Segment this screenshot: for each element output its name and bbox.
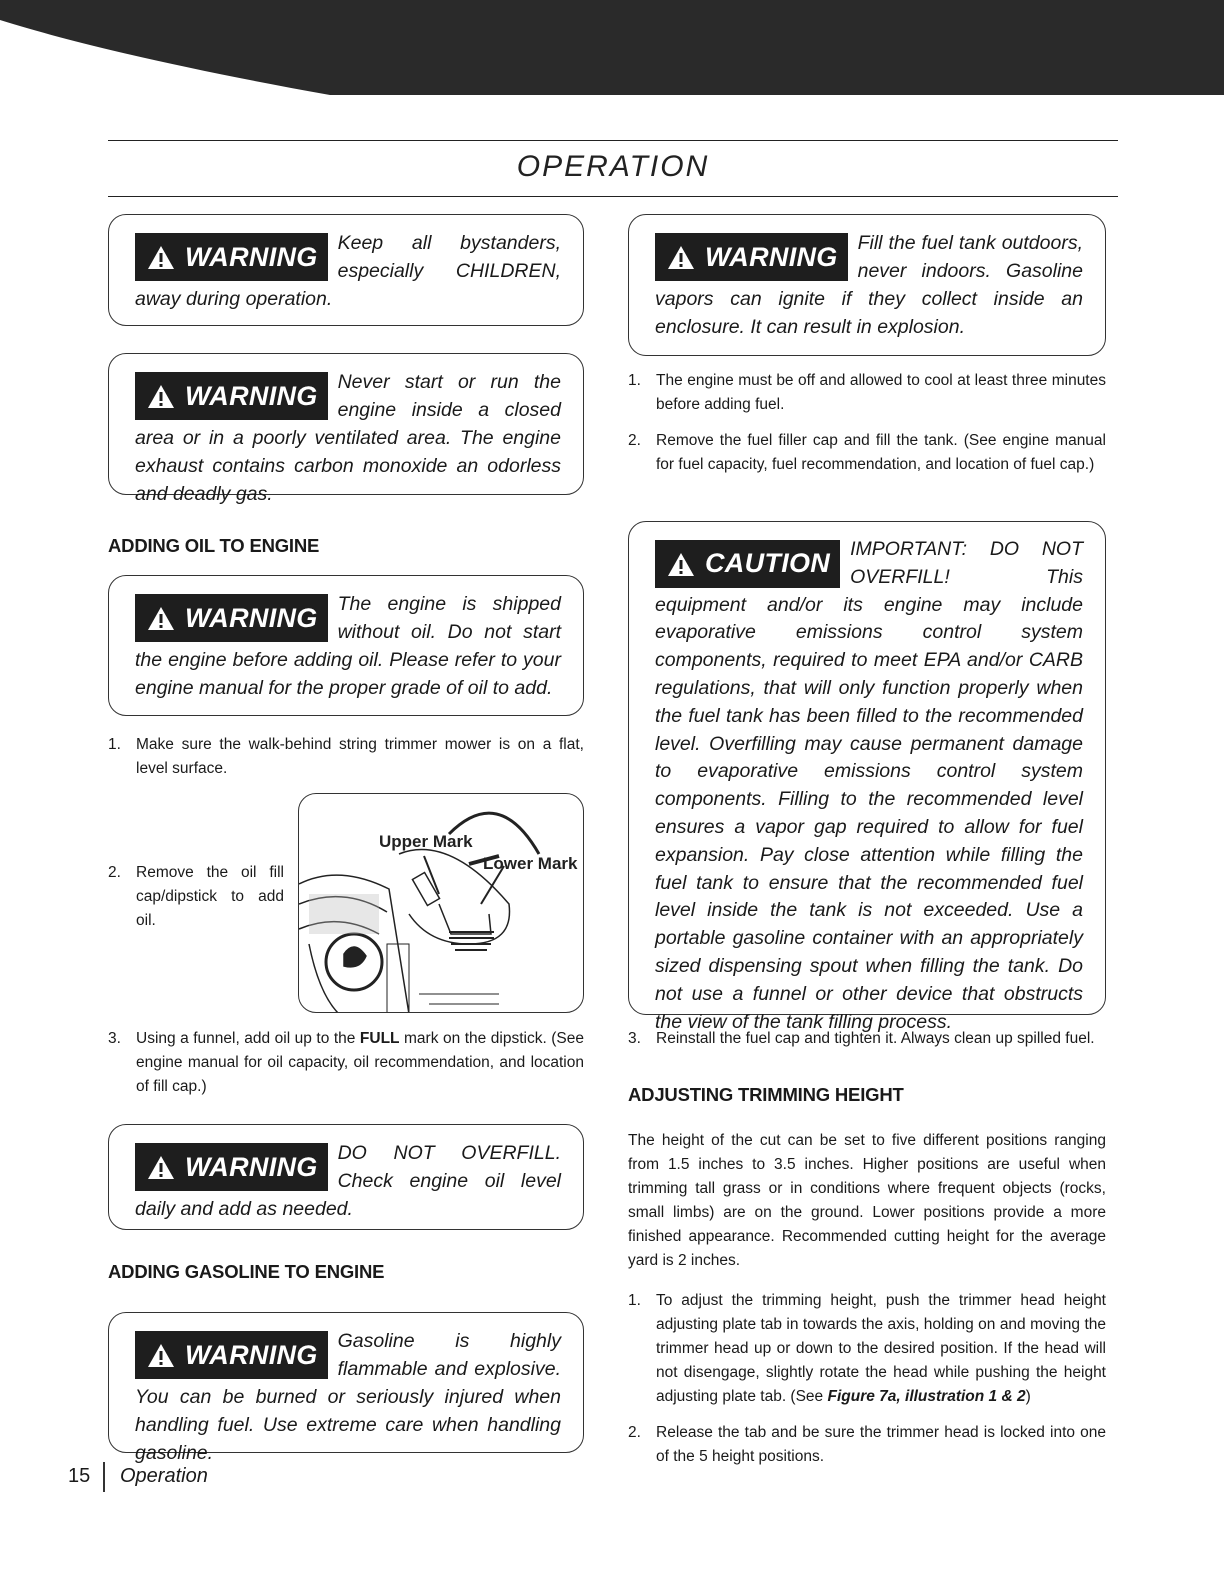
- footer-section-name: Operation: [120, 1465, 208, 1487]
- section-heading-trimming-height: ADJUSTING TRIMMING HEIGHT: [628, 1084, 904, 1105]
- list-item: 1. To adjust the trimming height, push the trimmer head height adjusting plate tab in towards the axis, holding on and moving the trimmer head up or down to the desired position. If the head will not disengage, slightly rotate the head while pushing the height adjusting plate tab. (See Figure 7a, illustration 1 & 2): [628, 1292, 1106, 1405]
- dipstick-illustration: [299, 794, 584, 1013]
- list-item: 3. Reinstall the fuel cap and tighten it. Always clean up spilled fuel.: [628, 1030, 1095, 1047]
- warning-text: Fill the fuel tank outdoors, never indoors. Gasoline vapors can ignite if they collect inside an enclosure. It can result in explosion.: [655, 232, 1083, 338]
- list-item: 2. Remove the fuel filler cap and fill the tank. (See engine manual for fuel capacity, fuel recommendation, and location of fuel cap.): [628, 432, 1106, 473]
- upper-mark-label: Upper Mark: [379, 832, 473, 851]
- page-number: 15: [68, 1465, 91, 1487]
- warning-triangle-icon: [147, 1343, 175, 1368]
- warning-badge: WARNING: [135, 594, 328, 642]
- warning-text: Never start or run the engine inside a closed area or in a poorly ventilated area. The engine exhaust contains carbon monoxide an odorless and deadly gas.: [135, 371, 561, 505]
- title-rule-bottom: [108, 196, 1118, 197]
- list-item: 2. Remove the oil fill cap/dipstick to add oil.: [108, 864, 284, 929]
- caution-badge: CAUTION: [655, 540, 840, 588]
- list-item: 1. The engine must be off and allowed to cool at least three minutes before adding fuel.: [628, 372, 1106, 413]
- gas-steps: [628, 369, 1106, 489]
- warning-badge: WARNING: [135, 233, 328, 281]
- caution-text: IMPORTANT: DO NOT OVERFILL! This equipment and/or its engine may include evaporative emissions control system components, required to meet EPA and/or CARB regulations, that will only function properly when the fuel tank has been filled to the recommended level. Overfilling may cause permanent damage to evaporative emissions control system components. Filling to the recommended level ensures a vapor gap required to allow for fuel expansion. Pay close attention while filling the fuel tank to ensure that the recommended fuel level inside the tank is not exceeded. Use a portable gasoline container with an appropriately sized dispensing spout when filling the tank. Do not use a funnel or other device that obstructs the view of the tank filling process.: [655, 538, 1083, 1033]
- lower-mark-label: Lower Mark: [483, 854, 578, 873]
- warning-badge: WARNING: [655, 233, 848, 281]
- list-item: 3. Using a funnel, add oil up to the FULL mark on the dipstick. (See engine manual for oil capacity, oil recommendation, and location of fill cap.): [108, 1030, 584, 1095]
- warning-badge: WARNING: [135, 372, 328, 420]
- warning-triangle-icon: [147, 1155, 175, 1180]
- warning-fuel-outdoors: [628, 214, 1106, 356]
- warning-text: Keep all bystanders, especially CHILDREN, away during operation.: [135, 232, 561, 310]
- list-item: 2. Release the tab and be sure the trimmer head is locked into one of the 5 height positions.: [628, 1424, 1106, 1465]
- caution-do-not-overfill: [628, 521, 1106, 1033]
- figure-reference: Figure 7a, illustration 1 & 2: [827, 1388, 1026, 1405]
- warning-text: The engine is shipped without oil. Do not start the engine before adding oil. Please refer to your engine manual for the proper grade of oil to add.: [135, 593, 561, 699]
- section-heading-oil: ADDING OIL TO ENGINE: [108, 535, 320, 556]
- warning-triangle-icon: [147, 606, 175, 631]
- warning-badge: WARNING: [135, 1331, 328, 1379]
- warning-triangle-icon: [667, 552, 695, 577]
- title-rule-top: [108, 140, 1118, 141]
- oil-step-2: [108, 861, 284, 945]
- warning-triangle-icon: [667, 245, 695, 270]
- warning-text: Gasoline is highly flammable and explosive. You can be burned or seriously injured when handling fuel. Use extreme care when handling gasoline.: [135, 1330, 561, 1464]
- warning-ventilation: [108, 353, 584, 505]
- warning-bystanders: [108, 214, 584, 326]
- section-heading-gasoline: ADDING GASOLINE TO ENGINE: [108, 1261, 385, 1282]
- warning-overfill-oil: [108, 1124, 584, 1230]
- gas-step-3: [628, 1027, 1106, 1063]
- warning-gasoline: [108, 1312, 584, 1464]
- oil-step-3: [108, 1027, 584, 1111]
- height-steps: [628, 1289, 1106, 1481]
- warning-triangle-icon: [147, 384, 175, 409]
- dipstick-figure: [298, 793, 584, 1013]
- warning-triangle-icon: [147, 245, 175, 270]
- header-banner: [0, 0, 1224, 95]
- warning-oil: [108, 575, 584, 716]
- page-title: OPERATION: [516, 150, 710, 183]
- footer-divider: [103, 1462, 105, 1492]
- warning-badge: WARNING: [135, 1143, 328, 1191]
- oil-step-1: [108, 733, 584, 793]
- warning-text: DO NOT OVERFILL. Check engine oil level daily and add as needed.: [135, 1142, 561, 1220]
- list-item: 1. Make sure the walk-behind string trimmer mower is on a flat, level surface.: [108, 736, 584, 777]
- trimming-height-intro: The height of the cut can be set to five different positions ranging from 1.5 inches to 3.5 inches. Higher positions are useful when trimming tall grass or in conditions where frequent objects (rocks, small limbs) are on the ground. Lower positions provide a more finished appearance. Recommended cutting height for the average yard is 2 inches.: [628, 1132, 1106, 1269]
